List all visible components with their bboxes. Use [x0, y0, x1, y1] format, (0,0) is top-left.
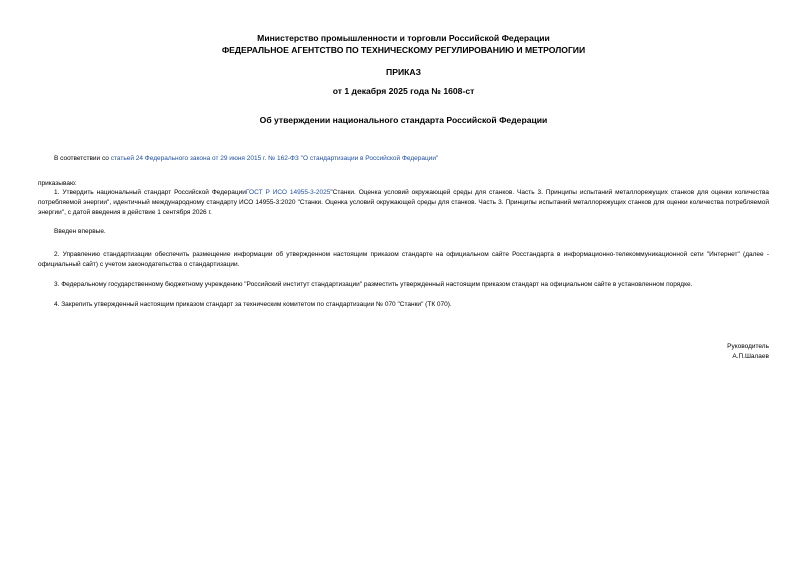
document-date-number: от 1 декабря 2025 года № 1608-ст — [332, 86, 475, 96]
order-item-2: 2. Управлению стандартизации обеспечить размещение информации об утвержденном настоящим приказом стандарте на официальном сайте Росстандарта в информационно-телекоммуникационной сети "Интернет" (далее - официальный сайт) с учетом законодательства о стандартизации. — [38, 251, 769, 268]
order-item-3: 3. Федеральному государственному бюджетному учреждению "Российский институт стандартизации" разместить утвержденный настоящим приказом стандарт на официальном сайте в установленном порядке. — [54, 281, 693, 288]
signatory-role: Руководитель — [727, 343, 769, 350]
legal-basis-prefix: В соответствии со — [54, 155, 111, 162]
introduced-first-note: Введен впервые. — [54, 228, 106, 235]
legal-basis-paragraph — [38, 154, 769, 164]
order-item-4: 4. Закрепить утвержденный настоящим приказом стандарт за техническим комитетом по стандартизации № 070 "Станки" (ТК 070). — [54, 301, 452, 308]
document-subject: Об утверждении национального стандарта Российской Федерации — [259, 115, 548, 125]
ministry-name: Министерство промышленности и торговли Российской Федерации — [257, 33, 550, 43]
item-1-suffix: "Станки. Оценка условий окружающей среды для станков. Часть 3. Принципы испытаний металлорежущих станков для оценки количества потребляемой энергии", идентичный международному стандарту ИСО 14955-3:2020 "Станки. Оценка условий окружающей среды для станков. Часть 3. Принципы испытаний металлорежущих станков для оценки количества потребляемой энергии", с датой введения в действие 1 сентября 2026 г. — [38, 189, 769, 216]
federal-law-link[interactable]: статьей 24 Федерального закона от 29 июня 2015 г. № 162-ФЗ "О стандартизации в Российской Федерации" — [110, 155, 439, 162]
agency-name: ФЕДЕРАЛЬНОЕ АГЕНТСТВО ПО ТЕХНИЧЕСКОМУ РЕГУЛИРОВАНИЮ И МЕТРОЛОГИИ — [221, 45, 586, 55]
standard-link[interactable]: ГОСТ Р ИСО 14955-3-2025 — [245, 189, 331, 196]
document-type: ПРИКАЗ — [386, 67, 421, 77]
order-item-1 — [38, 188, 769, 218]
order-word: приказываю: — [38, 180, 77, 187]
signatory-name: А.П.Шалаев — [732, 353, 769, 360]
item-1-prefix: 1. Утвердить национальный стандарт Российской Федерации — [54, 189, 246, 196]
